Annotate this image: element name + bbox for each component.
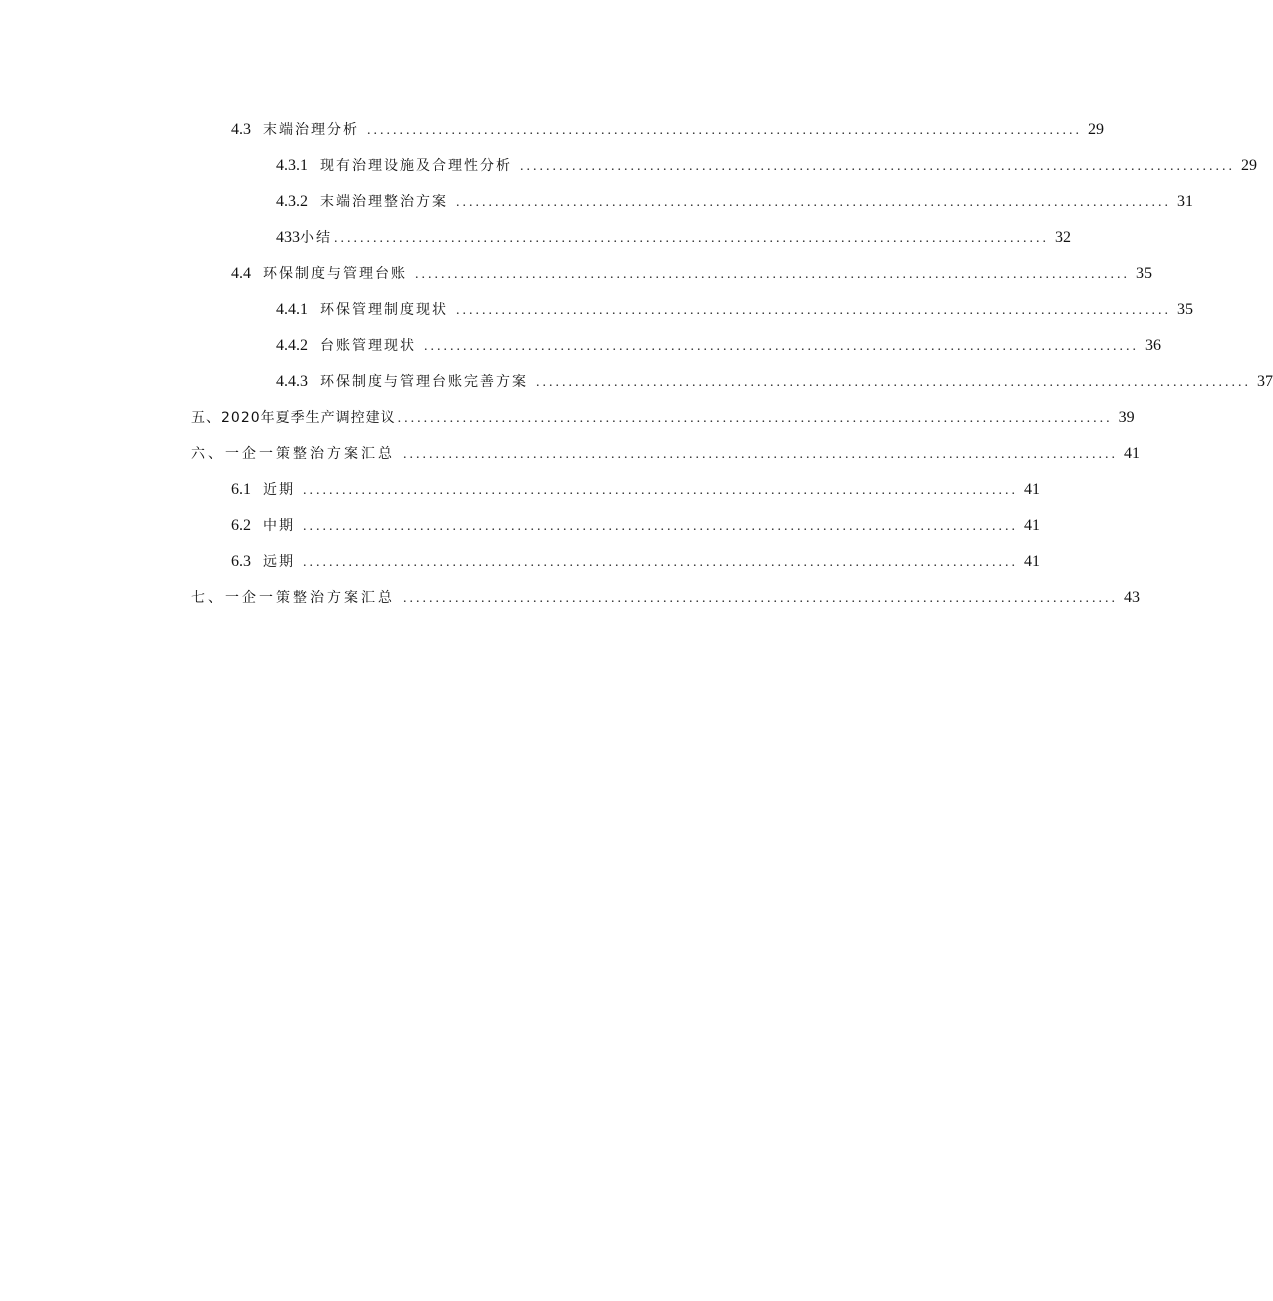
toc-entry-title: 现有治理设施及合理性分析 (320, 158, 512, 174)
toc-entry-page: 41 (1124, 445, 1140, 462)
toc-dot-leader: .............................................................................................................. (536, 375, 1251, 390)
toc-entry-number: 6.2 (231, 517, 251, 534)
toc-entry-number: 433 (276, 229, 300, 246)
toc-entry-page: 31 (1177, 193, 1193, 210)
toc-entry-number: 6.1 (231, 481, 251, 498)
toc-entry-page: 35 (1177, 301, 1193, 318)
toc-entry-page: 35 (1136, 265, 1152, 282)
toc-entry-4-3-1[interactable] (276, 154, 1257, 178)
toc-entry-title: 台账管理现状 (320, 338, 416, 354)
toc-entry-6-2[interactable] (231, 514, 1040, 538)
toc-entry-title: 环保管理制度现状 (320, 302, 448, 318)
toc-entry-number: 6.3 (231, 553, 251, 570)
toc-entry-number: 4.3.2 (276, 193, 308, 210)
toc-entry-title: 末端治理分析 (263, 122, 359, 138)
toc-entry-title: 七、一企一策整治方案汇总 (191, 590, 395, 606)
toc-entry-page: 41 (1024, 481, 1040, 498)
toc-entry-4-3-3[interactable] (276, 226, 1071, 250)
toc-entry-chapter-7[interactable] (191, 586, 1140, 610)
toc-entry-title: 中期 (263, 518, 295, 534)
toc-dot-leader: .............................................................................................................. (456, 195, 1171, 210)
toc-entry-title: 远期 (263, 554, 295, 570)
toc-entry-chapter-5[interactable] (191, 406, 1135, 430)
toc-dot-leader: .............................................................................................................. (303, 483, 1018, 498)
toc-entry-page: 32 (1055, 229, 1071, 246)
toc-entry-title: 近期 (263, 482, 295, 498)
toc-entry-4-4[interactable] (231, 262, 1152, 286)
toc-dot-leader: .............................................................................................................. (456, 303, 1171, 318)
toc-entry-title: 末端治理整治方案 (320, 194, 448, 210)
toc-dot-leader: .............................................................................................................. (397, 411, 1113, 426)
toc-dot-leader: .............................................................................................................. (415, 267, 1130, 282)
toc-entry-page: 41 (1024, 517, 1040, 534)
toc-dot-leader: .............................................................................................................. (403, 591, 1118, 606)
toc-entry-4-3-2[interactable] (276, 190, 1193, 214)
toc-entry-title: 环保制度与管理台账 (263, 266, 407, 282)
toc-entry-4-4-3[interactable] (276, 370, 1273, 394)
toc-dot-leader: .............................................................................................................. (403, 447, 1118, 462)
toc-entry-page: 37 (1257, 373, 1273, 390)
toc-entry-6-3[interactable] (231, 550, 1040, 574)
toc-entry-4-4-2[interactable] (276, 334, 1161, 358)
toc-dot-leader: .............................................................................................................. (334, 231, 1049, 246)
toc-entry-number: 4.3 (231, 121, 251, 138)
toc-entry-number: 4.4.3 (276, 373, 308, 390)
toc-entry-title: 六、一企一策整治方案汇总 (191, 446, 395, 462)
toc-entry-title: 小结 (300, 230, 332, 246)
toc-entry-title: 环保制度与管理台账完善方案 (320, 374, 528, 390)
toc-entry-number: 4.4.2 (276, 337, 308, 354)
toc-entry-page: 29 (1241, 157, 1257, 174)
toc-entry-4-4-1[interactable] (276, 298, 1193, 322)
toc-entry-number: 4.4 (231, 265, 251, 282)
toc-dot-leader: .............................................................................................................. (424, 339, 1139, 354)
toc-entry-page: 36 (1145, 337, 1161, 354)
toc-dot-leader: .............................................................................................................. (520, 159, 1235, 174)
toc-entry-title: 五、2020年夏季生产调控建议 (191, 410, 396, 426)
toc-dot-leader: .............................................................................................................. (303, 519, 1018, 534)
toc-entry-page: 41 (1024, 553, 1040, 570)
toc-entry-page: 29 (1088, 121, 1104, 138)
toc-entry-number: 4.4.1 (276, 301, 308, 318)
toc-entry-6-1[interactable] (231, 478, 1040, 502)
toc-entry-chapter-6[interactable] (191, 442, 1140, 466)
toc-entry-number: 4.3.1 (276, 157, 308, 174)
toc-dot-leader: .............................................................................................................. (367, 123, 1082, 138)
toc-entry-4-3[interactable] (231, 118, 1104, 142)
toc-entry-page: 39 (1118, 409, 1135, 426)
toc-dot-leader: .............................................................................................................. (303, 555, 1018, 570)
toc-entry-page: 43 (1124, 589, 1140, 606)
